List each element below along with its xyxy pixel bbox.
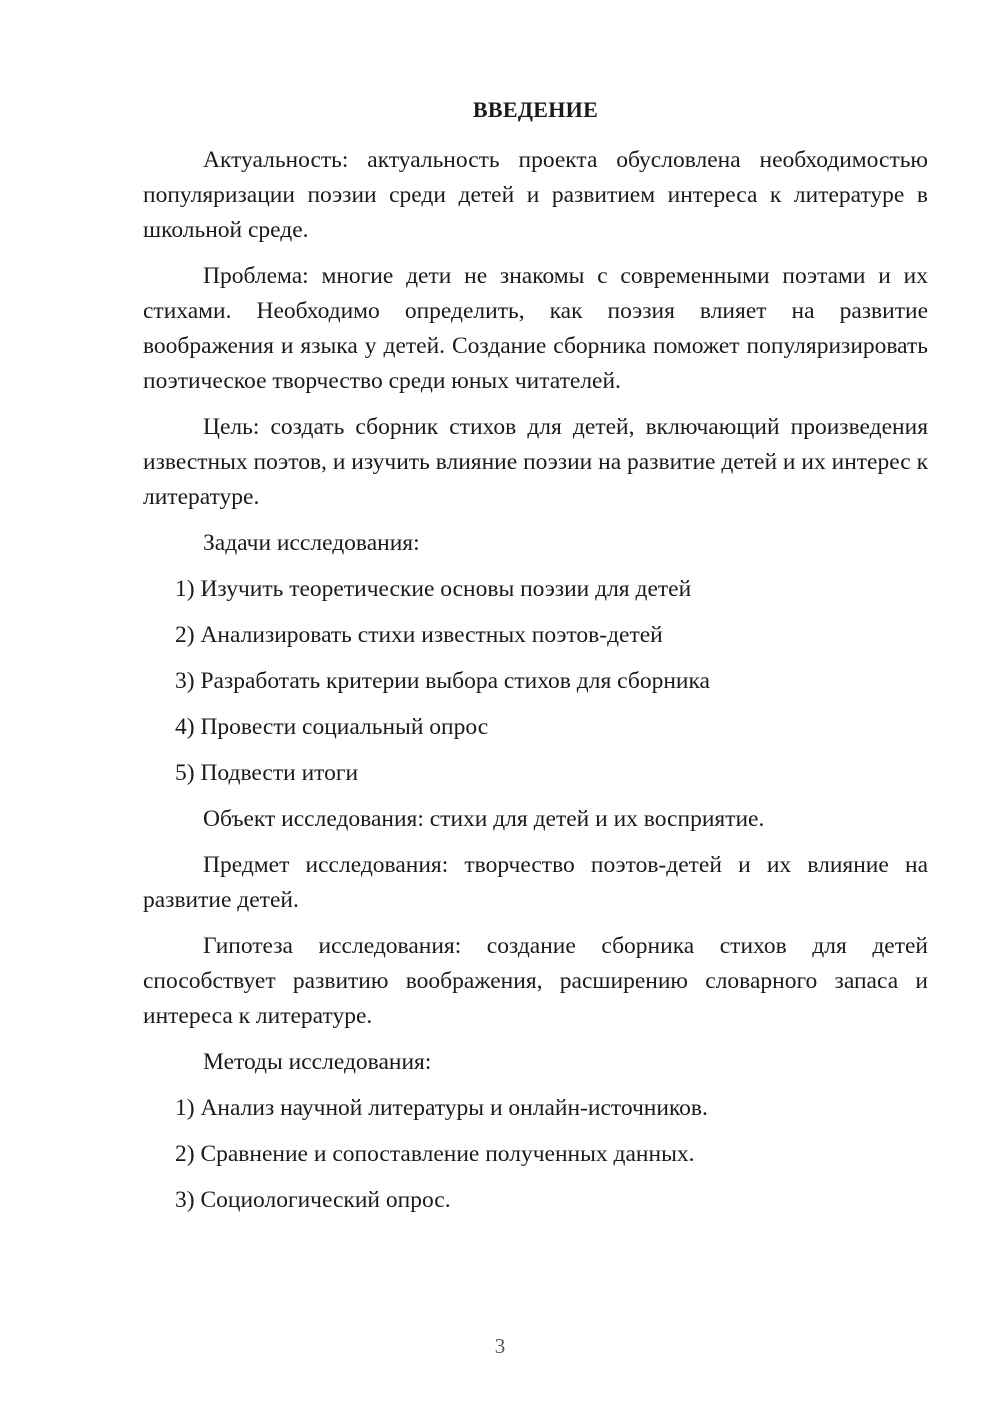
method-item-3: 3) Социологический опрос. [175,1187,451,1213]
subject-paragraph: Предмет исследования: творчество поэтов-детей и их влияние на развитие детей. [143,852,928,913]
task-item-3: 3) Разработать критерии выбора стихов для сборника [175,668,710,694]
task-item-5: 5) Подвести итоги [175,760,359,786]
problem-paragraph: Проблема: многие дети не знакомы с современными поэтами и их стихами. Необходимо определить, как поэзия влияет на развитие воображения и языка у детей. Создание сборника поможет популяризировать поэтическое творчество среди юных читателей. [143,263,928,394]
page-number: 3 [494,1334,506,1358]
document-page [143,92,928,1229]
task-item-2: 2) Анализировать стихи известных поэтов-детей [175,622,663,648]
object-line: Объект исследования: стихи для детей и их восприятие. [203,806,765,832]
tasks-heading: Задачи исследования: [203,530,420,556]
goal-paragraph: Цель: создать сборник стихов для детей, включающий произведения известных поэтов, и изучить влияние поэзии на развитие детей и их интерес к литературе. [143,414,928,510]
task-item-4: 4) Провести социальный опрос [175,714,489,740]
relevance-paragraph: Актуальность: актуальность проекта обусловлена необходимостью популяризации поэзии среди детей и развитием интереса к литературе в школьной среде. [143,147,928,243]
page-title: ВВЕДЕНИЕ [472,97,599,122]
method-item-1: 1) Анализ научной литературы и онлайн-источников. [175,1095,708,1121]
task-item-1: 1) Изучить теоретические основы поэзии для детей [175,576,692,602]
methods-heading: Методы исследования: [203,1049,432,1075]
method-item-2: 2) Сравнение и сопоставление полученных данных. [175,1141,695,1167]
hypothesis-paragraph: Гипотеза исследования: создание сборника стихов для детей способствует развитию воображения, расширению словарного запаса и интереса к литературе. [143,933,928,1029]
